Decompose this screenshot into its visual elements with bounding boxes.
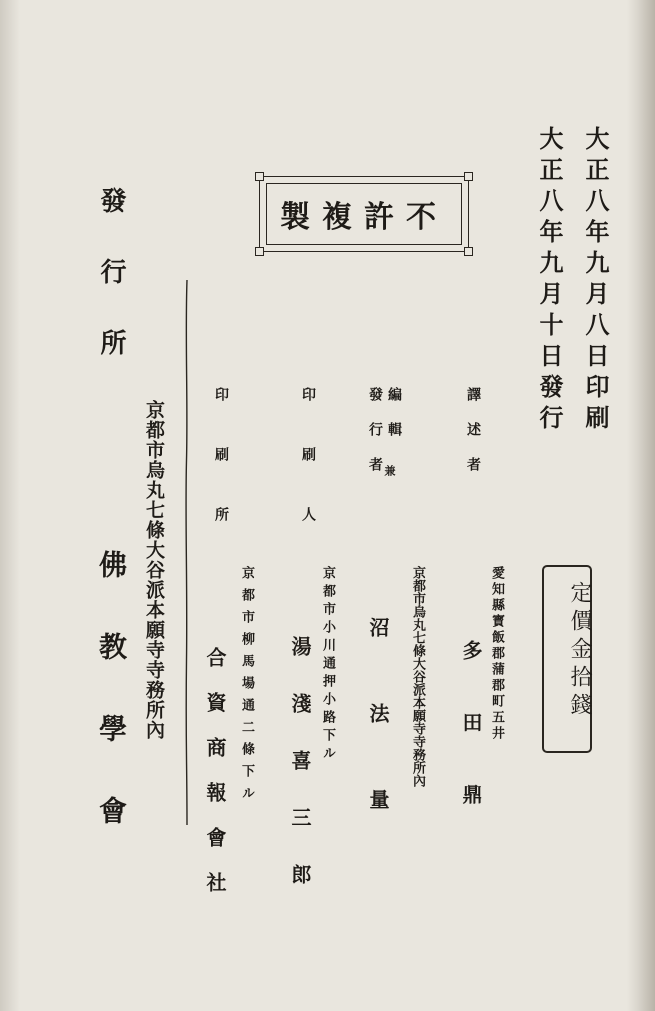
translator-address: 愛知縣寳飯郡蒲郡町五井 xyxy=(489,566,504,742)
print-shop-role: 印刷所 xyxy=(213,387,229,567)
editor-role-small: 兼 xyxy=(383,465,396,476)
print-date: 大正八年九月八日印刷 xyxy=(581,126,610,436)
stamp-corner xyxy=(255,247,264,256)
printer-role: 印刷人 xyxy=(300,387,316,567)
printer-address: 京都市小川通押小路下ル xyxy=(320,566,335,764)
publisher-name: 佛教學會 xyxy=(95,550,128,878)
editor-address: 京都市烏丸七條大谷派本願寺寺務所內 xyxy=(410,566,425,787)
publisher-divider xyxy=(184,280,190,825)
translator-role: 譯述者 xyxy=(465,387,481,492)
publisher-label: 發行所 xyxy=(96,187,126,400)
translator-name: 多田鼎 xyxy=(459,640,483,856)
issue-date: 大正八年九月十日發行 xyxy=(535,126,564,436)
editor-name: 沼法量 xyxy=(366,617,390,875)
editor-role-line2: 發行者 xyxy=(367,387,383,492)
printer-name: 湯淺喜三郎 xyxy=(288,636,312,921)
editor-role-line1: 編輯 xyxy=(386,387,402,457)
stamp-corner xyxy=(464,172,473,181)
price-text: 定價金拾錢 xyxy=(567,581,592,721)
no-reproduction-text: 不許複製 xyxy=(280,200,448,235)
stamp-corner xyxy=(464,247,473,256)
print-shop-address: 京都市柳馬場通二條下ル xyxy=(239,566,254,808)
page-edge-left xyxy=(0,0,20,1011)
stamp-corner xyxy=(255,172,264,181)
print-shop-name: 合資商報會社 xyxy=(203,647,227,917)
publisher-address: 京都市烏丸七條大谷派本願寺寺務所內 xyxy=(143,400,165,740)
page-edge-right xyxy=(627,0,655,1011)
stamp-inner-frame xyxy=(266,183,462,245)
price-box xyxy=(542,565,592,753)
no-reproduction-stamp xyxy=(259,176,469,252)
